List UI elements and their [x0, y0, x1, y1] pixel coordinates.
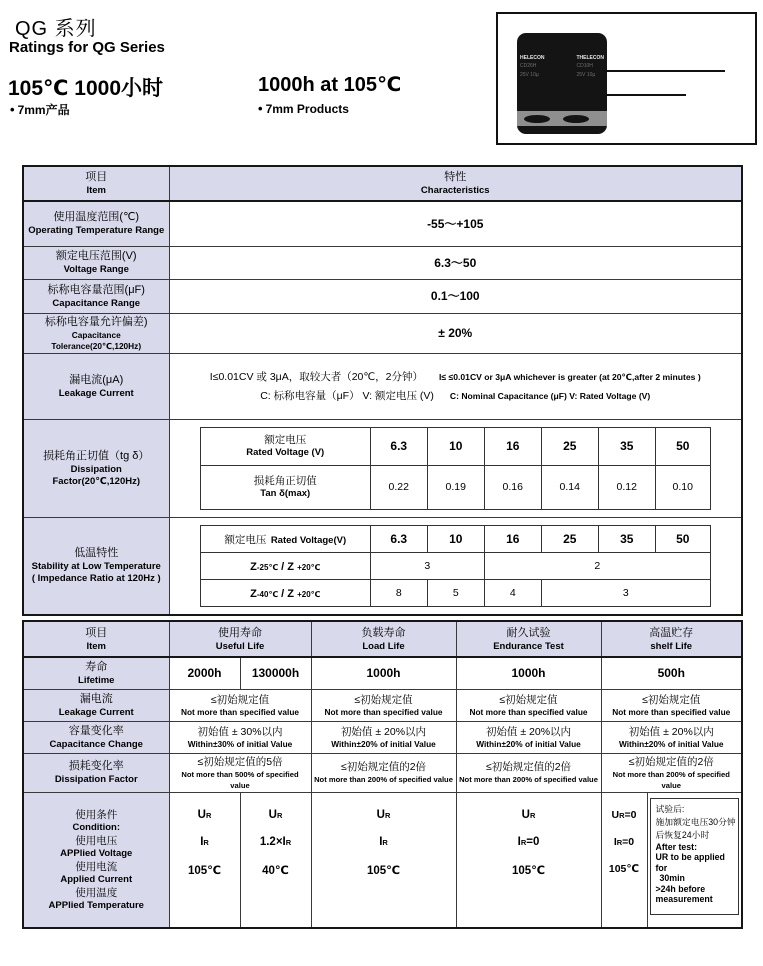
voltage-value: 10 [427, 427, 484, 465]
lifetime-row [23, 657, 742, 689]
useful-life-header-cell [169, 621, 311, 657]
capacitor-spec-right: 25V 10µ [576, 72, 596, 78]
tan-delta-value: 0.16 [484, 465, 541, 509]
capacitance-tolerance-row [23, 313, 742, 353]
capacitor-print-right [577, 55, 605, 80]
row-label-cell [23, 246, 169, 279]
dissipation-change-row [23, 753, 742, 792]
life-table [22, 620, 743, 929]
row-label-en: Operating Temperature Range [28, 225, 165, 237]
z-label-sub: -40℃ [256, 589, 279, 599]
row-label-cn: 低温特性 [74, 547, 119, 560]
spec-cn: ≤初始规定值的5倍 [197, 755, 283, 768]
voltage-range-row [23, 246, 742, 279]
applied-voltage-value: UR [268, 808, 283, 821]
row-label-cn: 漏电流 [79, 692, 113, 705]
leakage-spec-line2-en: C: Nominal Capacitance (μF) V: Rated Voltage (V) [449, 391, 651, 401]
capacitor-print [517, 55, 607, 80]
voltage-value: 10 [427, 525, 484, 552]
condition-label-line: Condition: [72, 821, 120, 833]
z-minus40-label-cell [200, 579, 370, 606]
load-life-header-en: Load Life [362, 640, 405, 652]
capacitance-change-cell [601, 721, 742, 753]
row-value-cell [169, 313, 742, 353]
row-label-en: Dissipation Factor(20℃,120Hz) [52, 463, 141, 487]
row-label-en: Dissipation Factor [54, 774, 138, 785]
applied-voltage-value: UR=0 [611, 808, 637, 821]
z-label-sub: -25℃ [256, 562, 279, 572]
low-temperature-cell [169, 517, 742, 615]
spec-en: Not more than specified value [324, 706, 443, 717]
leakage-spec-line2 [172, 388, 740, 403]
operating-temperature-value: -55～+105 [427, 216, 484, 231]
tan-delta-value: 0.10 [655, 465, 710, 509]
spec-en: Not more than 200% of specified value [612, 769, 730, 790]
capacitor-spec-left: 25V 10µ [520, 72, 539, 78]
product-bullet-cn [10, 101, 70, 118]
capacitor-brand-left: HELECON [520, 55, 545, 61]
note-line: measurement [655, 894, 713, 905]
lifetime-value: 130000h [240, 657, 311, 689]
shelf-life-header-cell [601, 621, 742, 657]
z-label-sub: +20℃ [297, 589, 321, 599]
row-label-en: Capacitance Range [52, 297, 141, 309]
item-header-cn: 项目 [85, 171, 108, 183]
characteristics-table [22, 165, 743, 616]
spec-en: Within±20% of initial Value [618, 738, 724, 749]
impedance-ratio-value: 8 [370, 579, 427, 606]
leakage-spec-line1 [172, 369, 740, 384]
rated-voltage-row [200, 427, 710, 465]
characteristics-header-cn: 特性 [444, 171, 467, 183]
applied-current-value: IR=0 [613, 835, 635, 848]
row-value-cell [169, 201, 742, 246]
capacitor-vent-oval [524, 115, 550, 123]
row-label-cell [23, 721, 169, 753]
voltage-value: 35 [598, 427, 655, 465]
spec-cn: ≤初始规定值 [210, 693, 270, 706]
condition-label-line: APPlied Temperature [48, 899, 144, 911]
rated-voltage-label-en: Rated Voltage (V) [246, 447, 325, 458]
dissipation-factor-row [23, 419, 742, 517]
impedance-ratio-value: 2 [484, 552, 710, 579]
series-title-en: Ratings for QG Series [9, 39, 165, 56]
dissipation-change-cell [311, 753, 456, 792]
spec-cn: ≤初始规定值 [642, 693, 701, 706]
product-bullet-en [258, 101, 349, 116]
shelf-life-header-en: shelf Life [650, 640, 693, 652]
applied-voltage-value: UR [376, 808, 391, 821]
low-temperature-row [23, 517, 742, 615]
spec-en: Not more than specified value [612, 706, 731, 717]
leakage-row [23, 689, 742, 721]
capacitance-change-row [23, 721, 742, 753]
impedance-ratio-value: 3 [541, 579, 710, 606]
capacitor-code-left: CD26H [520, 63, 537, 69]
dissipation-change-cell [169, 753, 311, 792]
voltage-value: 35 [598, 525, 655, 552]
dissipation-factor-cell [169, 419, 742, 517]
item-header-cell [23, 166, 169, 201]
capacitance-change-cell [456, 721, 601, 753]
spec-en: Within±20% of initial Value [331, 738, 436, 749]
product-bullet-en-label: 7mm Products [265, 102, 349, 116]
capacitance-range-row [23, 279, 742, 313]
voltage-value: 25 [541, 427, 598, 465]
row-label-cell [23, 419, 169, 517]
row-label-cell [23, 353, 169, 419]
capacitor-brand-right: THELECON [576, 55, 604, 61]
applied-temperature-value: 40℃ [262, 864, 289, 877]
condition-label-line: 使用电压 [75, 834, 118, 847]
applied-current-value: 1.2×IR [259, 835, 292, 848]
leakage-current-spec-cell [169, 353, 742, 419]
tan-delta-label-en: Tan δ(max) [260, 488, 311, 499]
capacitor-code-right: CD10H [576, 63, 593, 69]
capacitor-sleeve-band [517, 111, 607, 126]
note-line: 施加额定电压30分钟 [655, 816, 736, 827]
row-label-cell [23, 792, 169, 928]
row-label-cn: 额定电压范围(V) [55, 250, 137, 262]
operating-temperature-row [23, 201, 742, 246]
rating-heading-en: 1000h at 105℃ [258, 74, 402, 96]
condition-label-line: Applied Current [60, 873, 133, 885]
dissipation-change-cell [601, 753, 742, 792]
rated-voltage-label-cn: 额定电压 [224, 533, 267, 546]
row-label-cell [23, 313, 169, 353]
note-line: 后恢复24小时 [655, 829, 710, 840]
voltage-value: 50 [655, 427, 710, 465]
tan-delta-label-cn: 损耗角正切值 [253, 475, 317, 487]
z-minus40-row [200, 579, 710, 606]
leakage-current-row [23, 353, 742, 419]
voltage-range-value: 6.3～50 [434, 255, 477, 270]
capacitance-change-cell [169, 721, 311, 753]
spec-en: Not more than 500% of specified value [181, 769, 299, 790]
row-value-cell [169, 279, 742, 313]
rating-heading-cn: 105℃ 1000小时 [8, 77, 164, 100]
condition-label-line: 使用温度 [75, 886, 118, 899]
useful-life-header-en: Useful Life [215, 640, 265, 652]
condition-cell-shelf [601, 792, 742, 928]
row-label-cn: 损耗变化率 [68, 760, 124, 772]
tan-delta-value: 0.12 [598, 465, 655, 509]
endurance-header-cell [456, 621, 601, 657]
row-label-en: Leakage Current [58, 706, 134, 718]
spec-cn: ≤初始规定值的2倍 [340, 761, 427, 773]
condition-label-line: 使用电流 [75, 860, 118, 873]
rated-voltage-row [200, 525, 710, 552]
page-header [0, 0, 763, 153]
note-line: UR to be applied for [655, 852, 725, 873]
capacitance-change-cell [311, 721, 456, 753]
item-header-en: Item [86, 185, 107, 196]
spec-cn: 初始值 ± 20%以内 [628, 725, 714, 738]
row-label-cell [23, 657, 169, 689]
row-label-cn: 使用温度范围(℃) [53, 211, 140, 224]
impedance-ratio-value: 5 [427, 579, 484, 606]
applied-current-value: IR=0 [517, 835, 540, 848]
z-minus25-row [200, 552, 710, 579]
row-label-en: Lifetime [78, 674, 115, 686]
characteristics-header-cell [169, 166, 742, 201]
capacitor-print-left [520, 55, 544, 80]
impedance-ratio-value: 3 [370, 552, 484, 579]
voltage-value: 16 [484, 427, 541, 465]
rated-voltage-label-cell [200, 427, 370, 465]
row-label-cell [23, 689, 169, 721]
lifetime-value: 1000h [456, 657, 601, 689]
leakage-spec-line2-cn: C: 标称电容量（μF） V: 额定电压 (V) [260, 390, 434, 402]
spec-cn: 初始值 ± 20%以内 [340, 725, 427, 738]
item-header-en: Item [86, 640, 107, 652]
shelf-condition-values [602, 793, 648, 927]
row-label-en: Leakage Current [58, 387, 134, 399]
capacitor-lead-top [603, 70, 725, 72]
row-label-cell [23, 753, 169, 792]
applied-voltage-value: UR [521, 808, 536, 821]
spec-en: Not more than specified value [180, 706, 300, 717]
condition-row [23, 792, 742, 928]
leakage-spec-cell [311, 689, 456, 721]
series-title-cn: QG 系列 [15, 18, 97, 40]
spec-cn: 初始值 ± 20%以内 [485, 725, 572, 738]
voltage-value: 16 [484, 525, 541, 552]
item-header-cell [23, 621, 169, 657]
row-label-en: Voltage Range [63, 264, 129, 275]
spec-en: Not more than 200% of specified value [459, 775, 598, 784]
applied-current-value: IR [200, 835, 209, 848]
spec-en: Within±30% of initial Value [187, 738, 293, 749]
characteristics-header-en: Characteristics [420, 185, 490, 196]
bullet-icon: • [258, 101, 263, 116]
rated-voltage-label-cell [200, 525, 370, 552]
applied-temperature-value: 105℃ [511, 864, 546, 877]
product-bullet-cn-label: 7mm产品 [17, 103, 70, 117]
row-label-cn: 寿命 [85, 660, 108, 673]
lifetime-value: 1000h [311, 657, 456, 689]
useful-life-header-cn: 使用寿命 [218, 626, 262, 639]
row-value-cell [169, 246, 742, 279]
spec-cn: ≤初始规定值 [354, 693, 413, 706]
spec-cn: 初始值 ± 30%以内 [197, 725, 283, 738]
load-life-header-cell [311, 621, 456, 657]
row-label-cn: 漏电流(μA) [69, 373, 124, 386]
impedance-ratio-table [200, 525, 711, 607]
lifetime-value: 500h [601, 657, 742, 689]
shelf-life-header-cn: 高温贮存 [649, 626, 694, 639]
impedance-ratio-value: 4 [484, 579, 541, 606]
row-label-cell [23, 517, 169, 615]
spec-en: Within±20% of initial Value [476, 738, 581, 749]
applied-temperature-value: 105℃ [187, 864, 222, 877]
tan-delta-label-cell [200, 465, 370, 509]
leakage-spec-cell [601, 689, 742, 721]
spec-cn: ≤初始规定值 [499, 693, 558, 706]
endurance-header-en: Endurance Test [493, 640, 564, 652]
condition-cell-useful-b [240, 792, 311, 928]
spec-cn: ≤初始规定值的2倍 [628, 755, 714, 768]
dissipation-change-cell [456, 753, 601, 792]
condition-cell-endurance [456, 792, 601, 928]
capacitance-tolerance-value: ± 20% [438, 326, 473, 340]
row-label-cell [23, 279, 169, 313]
spec-en: Not more than specified value [469, 706, 588, 717]
rated-voltage-label-en: Rated Voltage(V) [270, 534, 347, 546]
z-label-base: Z [250, 587, 257, 600]
z-label-base: / Z [278, 560, 298, 573]
tan-delta-value: 0.22 [370, 465, 427, 509]
voltage-value: 50 [655, 525, 710, 552]
z-label-base: / Z [278, 587, 298, 600]
tan-delta-value: 0.14 [541, 465, 598, 509]
note-line: 试验后: [655, 803, 685, 814]
voltage-value: 6.3 [370, 525, 427, 552]
leakage-spec-line1-cn: I≤0.01CV 或 3μA，取较大者（20℃，2分钟） [209, 371, 424, 383]
condition-label-line: APPlied Voltage [60, 847, 133, 859]
applied-current-value: IR [379, 835, 388, 848]
capacitor-body [517, 33, 607, 134]
endurance-header-cn: 耐久试验 [506, 626, 551, 639]
condition-cell-load [311, 792, 456, 928]
item-header-cn: 项目 [85, 626, 108, 639]
rated-voltage-label-cn: 额定电压 [264, 434, 307, 446]
lifetime-value: 2000h [169, 657, 240, 689]
spec-cn: ≤初始规定值的2倍 [485, 761, 572, 773]
capacitor-vent-oval [563, 115, 589, 123]
row-label-en: Capacitance Change [49, 738, 143, 750]
capacitor-photo-frame [496, 12, 757, 145]
note-line: After test: [655, 841, 698, 852]
note-line: >24h before [655, 883, 706, 894]
characteristics-header-row [23, 166, 742, 201]
after-test-note [650, 798, 740, 915]
capacitor-lead-bottom [605, 94, 686, 96]
leakage-spec-line1-en: I≤ ≤0.01CV or 3μA whichever is greater (at 20℃,after 2 minutes ) [439, 372, 701, 382]
note-line: 30min [659, 873, 685, 884]
row-label-en: Stability at Low Temperature [31, 561, 161, 573]
condition-label-line: 使用条件 [75, 808, 118, 821]
applied-temperature-value: 105℃ [608, 862, 640, 875]
row-label-en: Capacitance Tolerance(20℃,120Hz) [51, 329, 142, 351]
bullet-icon: • [10, 102, 15, 117]
row-label-cn: 容量变化率 [68, 724, 124, 737]
row-label-cn: 标称电容量允许偏差) [44, 315, 148, 328]
spec-en: Not more than 200% of specified value [314, 775, 453, 784]
life-header-row [23, 621, 742, 657]
row-label-cell [23, 201, 169, 246]
voltage-value: 6.3 [370, 427, 427, 465]
z-label-base: Z [250, 560, 257, 573]
row-label-cn: 标称电容量范围(μF) [47, 283, 145, 296]
load-life-header-cn: 负载寿命 [361, 626, 406, 639]
z-label-sub: +20℃ [297, 562, 321, 572]
tan-delta-value: 0.19 [427, 465, 484, 509]
row-label-en2: ( Impedance Ratio at 120Hz ) [31, 573, 161, 585]
z-minus25-label-cell [200, 552, 370, 579]
condition-cell-useful-a [169, 792, 240, 928]
row-label-cn: 损耗角正切值（tg δ） [43, 449, 150, 462]
capacitance-range-value: 0.1～100 [430, 289, 480, 303]
dissipation-table [200, 427, 711, 510]
applied-voltage-value: UR [197, 808, 212, 821]
applied-temperature-value: 105℃ [366, 864, 401, 877]
leakage-spec-cell [169, 689, 311, 721]
tan-delta-row [200, 465, 710, 509]
leakage-spec-cell [456, 689, 601, 721]
voltage-value: 25 [541, 525, 598, 552]
